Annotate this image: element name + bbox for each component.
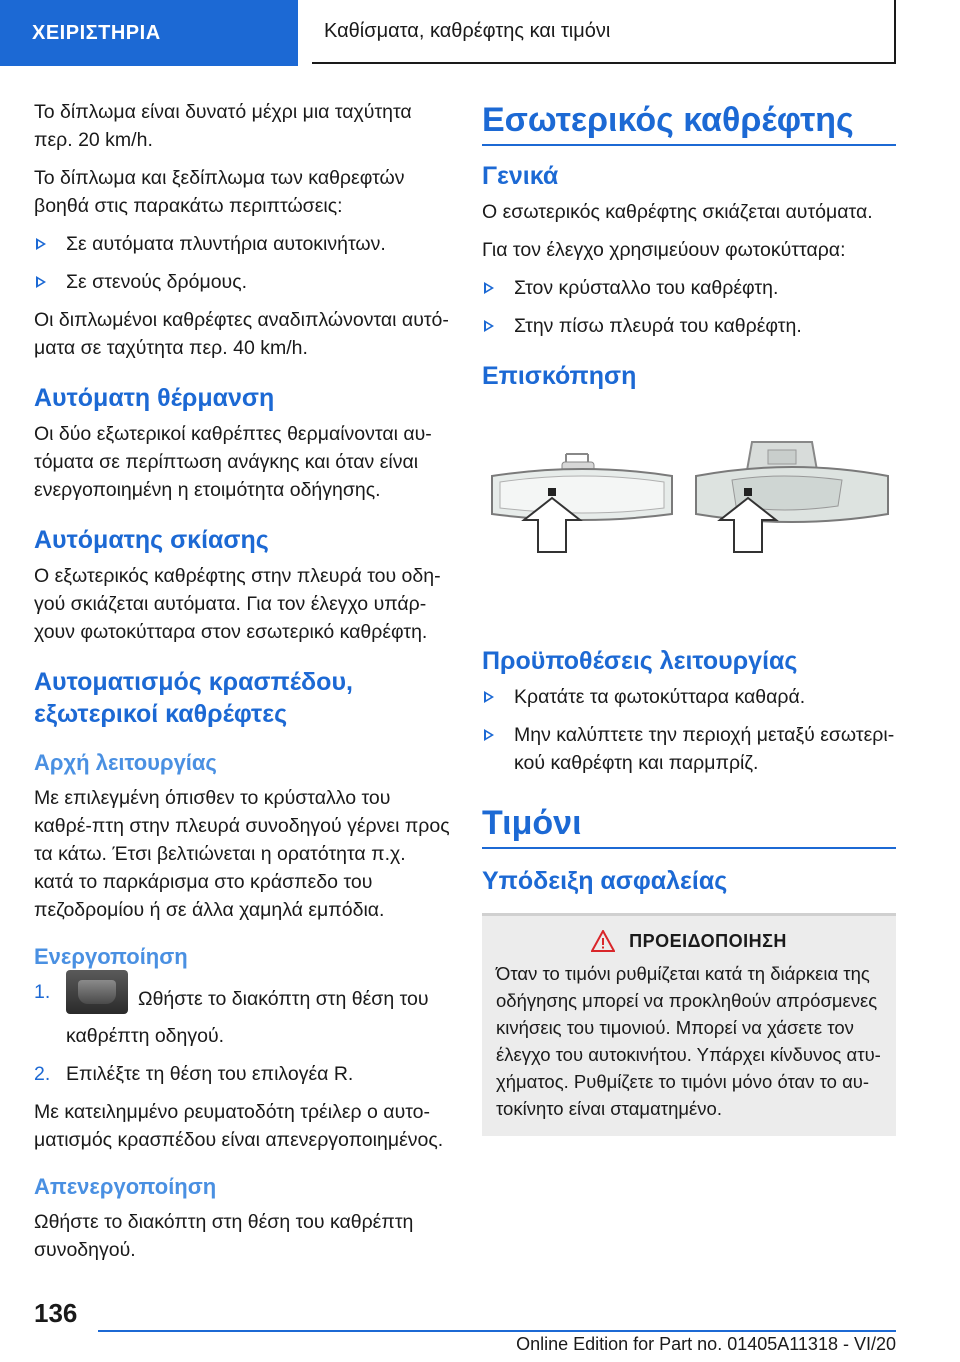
warning-text: Όταν το τιμόνι ρυθμίζεται κατά τη διάρκεια της οδήγησης μπορεί να προκληθούν απρόσμενες κινήσεις του τιμονιού. Μπορεί να χάσετε τον έλεγχο του αυτοκινήτου. Υπάρχει κίνδυνος ατυ-χήματος. Ρυθμίζετε το τιμόνι μόνο όταν το αυ-τοκίνητο είναι σταματημένο. [496,963,881,1119]
list-item: Σε στενούς δρόμους. [34,268,450,296]
photocell-list [482,274,896,340]
list-item: Στον κρύσταλλο του καθρέφτη. [482,274,896,302]
heading-principle: Αρχή λειτουργίας [34,750,217,775]
prerequisites-list [482,683,896,777]
warning-triangle-icon [591,930,615,952]
step-number: 2. [34,1063,51,1085]
chapter-title: Καθίσματα, καθρέφτης και τιμόνι [312,0,896,64]
page-footer [0,1290,960,1362]
step-item [34,1060,450,1088]
paragraph-folding-help: Το δίπλωμα και ξεδίπλωμα των καθρεφτών βοηθά στις παρακάτω περιπτώσεις: [34,167,405,217]
photocell-rear-marker [744,488,752,496]
warning-header [496,930,882,952]
folding-cases-list [34,230,450,296]
heading-activation: Ενεργοποίηση [34,944,188,969]
paragraph-general-2: Για τον έλεγχο χρησιμεύουν φωτοκύτταρα: [482,239,846,261]
step-item [34,978,450,1050]
heading-deactivation: Απενεργοποίηση [34,1174,217,1199]
heading-safety-note: Υπόδειξη ασφαλείας [482,867,728,895]
heading-auto-heating: Αυτόματη θέρμανση [34,384,275,412]
photocell-front-marker [548,488,556,496]
paragraph-auto-dimming: Ο εξωτερικός καθρέφτης στην πλευρά του οδη-γού σκιάζεται αυτόματα. Για τον έλεγχο υπάρ-χουν φωτοκύτταρα στον εσωτερικό καθρέφτη. [34,565,441,643]
list-item: Στην πίσω πλευρά του καθρέφτη. [482,312,896,340]
heading-auto-dimming: Αυτόματης σκίασης [34,526,269,554]
footer-divider [98,1330,896,1332]
activation-steps [34,978,450,1088]
section-tab: ΧΕΙΡΙΣΤΗΡΙΑ [0,0,298,66]
paragraph-deactivation: Ωθήστε το διακόπτη στη θέση του καθρέπτη συνοδηγού. [34,1211,414,1261]
left-column [34,98,450,1274]
heading-general: Γενικά [482,162,559,190]
paragraph-folding-speed: Το δίπλωμα είναι δυνατό μέχρι μια ταχύτητα περ. 20 km/h. [34,101,412,151]
paragraph-general-1: Ο εσωτερικός καθρέφτης σκιάζεται αυτόματα. [482,201,873,223]
right-column [482,98,896,1136]
step-text: Επιλέξτε τη θέση του επιλογέα R. [66,1063,354,1085]
edition-text: Online Edition for Part no. 01405A11318 - VI/20 [516,1334,896,1354]
page-number: 136 [34,1298,78,1328]
list-item: Σε αυτόματα πλυντήρια αυτοκινήτων. [34,230,450,258]
list-item: Κρατάτε τα φωτοκύτταρα καθαρά. [482,683,896,711]
warning-title: ΠΡΟΕΙΔΟΠΟΙΗΣΗ [629,930,787,951]
interior-mirror-illustration [482,402,896,602]
heading-prerequisites: Προϋποθέσεις λειτουργίας [482,647,798,675]
warning-box [482,913,896,1136]
heading-overview: Επισκόπηση [482,362,637,390]
heading-steering-wheel: Τιμόνι [482,801,896,849]
heading-interior-mirror: Εσωτερικός καθρέφτης [482,98,896,146]
step-text: Ωθήστε το διακόπτη στη θέση του καθρέπτη οδηγού. [66,988,429,1047]
paragraph-principle: Με επιλεγμένη όπισθεν το κρύσταλλο του καθρέ-πτη στην πλευρά συνοδηγού γέρνει προς τα κάτω. Έτσι βελτιώνεται η ορατότητα π.χ. κατά το παρκάρισμα στο κράσπεδο του πεζοδρομίου ή σε άλλα χαμηλά εμπόδια. [34,787,450,921]
step-number: 1. [34,981,51,1003]
paragraph-trailer: Με κατειλημμένο ρευματοδότη τρέιλερ ο αυτο-ματισμός κρασπέδου είναι απενεργοποιημένος. [34,1101,444,1151]
list-item: Μην καλύπτετε την περιοχή μεταξύ εσωτερι-κού καθρέφτη και παρμπρίζ. [482,721,896,777]
paragraph-auto-heating: Οι δύο εξωτερικοί καθρέπτες θερμαίνονται αυ-τόματα σε περίπτωση ανάγκης και όταν είναι ενεργοποιημένη η ετοιμότητα οδήγησης. [34,423,432,501]
page-header [0,0,960,66]
heading-curb-automatic: Αυτοματισμός κρασπέδου, εξωτερικοί καθρέφτες [34,668,353,728]
mirror-switch-icon [66,970,128,1014]
paragraph-unfold-speed: Οι διπλωμένοι καθρέφτες αναδιπλώνονται αυτό-ματα σε ταχύτητα περ. 40 km/h. [34,309,449,359]
